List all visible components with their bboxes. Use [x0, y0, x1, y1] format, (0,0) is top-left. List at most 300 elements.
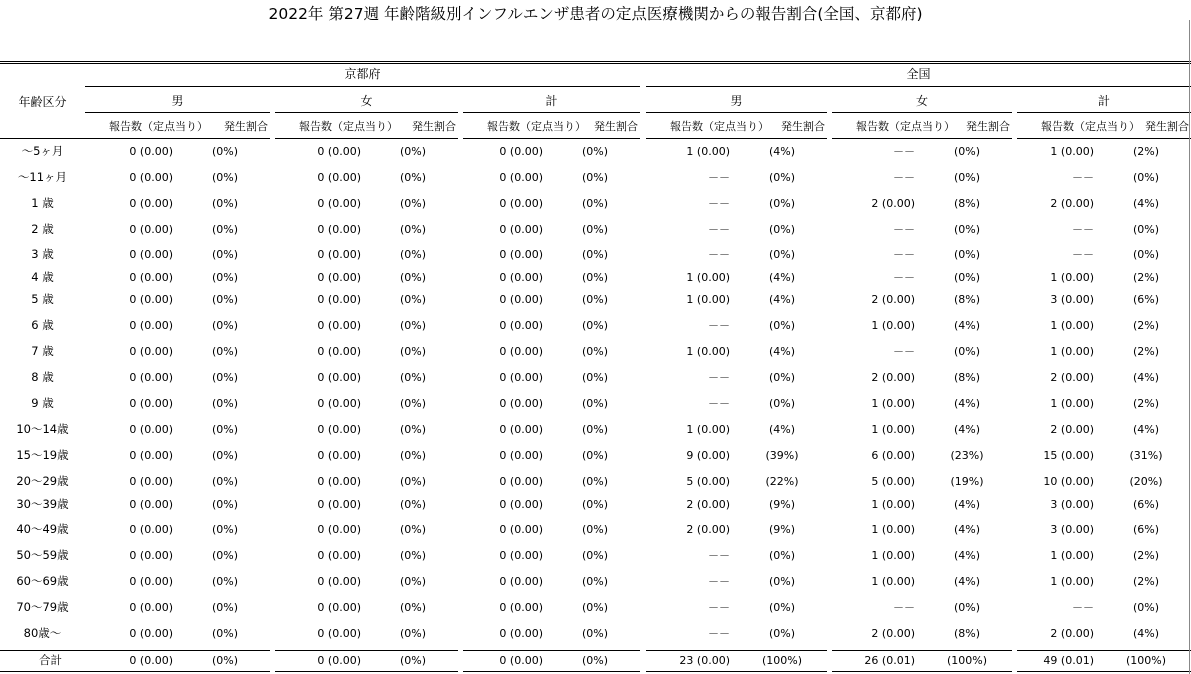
pct-cell: (4%): [953, 498, 981, 511]
pct-cell: (0%): [399, 171, 427, 184]
pct-cell: (0%): [399, 319, 427, 332]
pct-cell: (0%): [581, 549, 609, 562]
age-label: ～11ヶ月: [17, 170, 68, 184]
count-cell: 1 (0.00): [871, 319, 915, 332]
count-cell: 2 (0.00): [871, 197, 915, 210]
count-cell: －－: [708, 549, 730, 562]
pct-cell: (0%): [399, 423, 427, 436]
pct-cell: (0%): [953, 145, 981, 158]
pct-cell: (100%): [1125, 654, 1167, 667]
count-cell: 0 (0.00): [129, 475, 173, 488]
pct-cell: (4%): [953, 319, 981, 332]
pct-cell: (0%): [581, 575, 609, 588]
pct-cell: (0%): [211, 197, 239, 210]
pct-cell: (4%): [1132, 423, 1160, 436]
pct-cell: (0%): [581, 498, 609, 511]
pct-cell: (2%): [1132, 271, 1160, 284]
pct-cell: (0%): [211, 271, 239, 284]
pct-cell: (4%): [768, 345, 796, 358]
pct-cell: (0%): [581, 423, 609, 436]
count-cell: 9 (0.00): [686, 449, 730, 462]
pct-cell: (31%): [1129, 449, 1163, 462]
pct-cell: (0%): [211, 449, 239, 462]
total-row-rule: [463, 650, 640, 651]
pct-cell: (20%): [1129, 475, 1163, 488]
age-label: 5 歳: [31, 292, 54, 306]
pct-cell: (0%): [211, 345, 239, 358]
count-cell: 2 (0.00): [1050, 371, 1094, 384]
age-label: 10～14歳: [16, 422, 69, 436]
pct-cell: (0%): [211, 223, 239, 236]
count-cell: 0 (0.00): [499, 371, 543, 384]
age-total-rule: [0, 650, 85, 651]
count-cell: 0 (0.00): [499, 397, 543, 410]
count-cell: 0 (0.00): [129, 248, 173, 261]
count-cell: 0 (0.00): [129, 197, 173, 210]
pct-cell: (0%): [1132, 223, 1160, 236]
pct-cell: (8%): [953, 627, 981, 640]
count-cell: 0 (0.00): [129, 423, 173, 436]
age-label: 2 歳: [31, 222, 54, 236]
subheader-count: 報告数（定点当り）: [856, 120, 955, 133]
count-cell: 0 (0.00): [499, 575, 543, 588]
count-cell: －－: [708, 371, 730, 384]
count-cell: 0 (0.00): [499, 197, 543, 210]
count-cell: －－: [1072, 248, 1094, 261]
count-cell: 0 (0.00): [499, 293, 543, 306]
count-cell: 0 (0.00): [499, 654, 543, 667]
subheader-pct: 発生割合: [594, 120, 638, 133]
count-cell: 0 (0.00): [129, 498, 173, 511]
count-cell: 0 (0.00): [499, 498, 543, 511]
count-cell: 0 (0.00): [317, 271, 361, 284]
pct-cell: (0%): [211, 654, 239, 667]
pct-cell: (0%): [768, 397, 796, 410]
pct-cell: (0%): [399, 271, 427, 284]
pct-cell: (0%): [211, 397, 239, 410]
pct-cell: (0%): [581, 271, 609, 284]
pct-cell: (2%): [1132, 575, 1160, 588]
count-cell: 0 (0.00): [129, 627, 173, 640]
pct-cell: (23%): [950, 449, 984, 462]
pct-cell: (0%): [211, 627, 239, 640]
count-cell: 1 (0.00): [1050, 271, 1094, 284]
count-cell: 1 (0.00): [1050, 575, 1094, 588]
count-cell: －－: [708, 223, 730, 236]
subheader-pct: 発生割合: [966, 120, 1010, 133]
pct-cell: (0%): [953, 601, 981, 614]
count-cell: －－: [708, 248, 730, 261]
pct-cell: (6%): [1132, 293, 1160, 306]
header-bottom-rule: [1017, 138, 1191, 139]
count-cell: 2 (0.00): [1050, 423, 1094, 436]
count-cell: 0 (0.00): [317, 601, 361, 614]
pct-cell: (100%): [761, 654, 803, 667]
region-rule-national: [646, 86, 1191, 87]
gender-rule-kyoto-total: [463, 112, 640, 113]
count-cell: 0 (0.00): [499, 171, 543, 184]
pct-cell: (0%): [581, 171, 609, 184]
count-cell: 0 (0.00): [129, 223, 173, 236]
table-top-rule: [0, 61, 1191, 62]
table-bottom-rule: [85, 671, 270, 672]
pct-cell: (0%): [581, 223, 609, 236]
count-cell: 2 (0.00): [1050, 197, 1094, 210]
count-cell: 0 (0.00): [317, 423, 361, 436]
count-cell: 0 (0.00): [129, 549, 173, 562]
count-cell: 1 (0.00): [686, 345, 730, 358]
age-label: 30～39歳: [16, 497, 69, 511]
count-cell: 0 (0.00): [499, 475, 543, 488]
pct-cell: (0%): [768, 223, 796, 236]
count-cell: 0 (0.00): [499, 423, 543, 436]
pct-cell: (22%): [765, 475, 799, 488]
subheader-pct: 発生割合: [1145, 120, 1189, 133]
count-cell: －－: [893, 271, 915, 284]
pct-cell: (0%): [953, 271, 981, 284]
count-cell: 0 (0.00): [499, 271, 543, 284]
count-cell: 1 (0.00): [871, 423, 915, 436]
row-header-age-group: 年齢区分: [18, 95, 67, 109]
pct-cell: (0%): [581, 601, 609, 614]
pct-cell: (8%): [953, 197, 981, 210]
count-cell: －－: [708, 319, 730, 332]
pct-cell: (0%): [399, 371, 427, 384]
subheader-pct: 発生割合: [412, 120, 456, 133]
region-header-kyoto: 京都府: [344, 67, 381, 81]
table-right-border: [1189, 20, 1190, 674]
pct-cell: (4%): [768, 271, 796, 284]
table-bottom-rule: [275, 671, 458, 672]
pct-cell: (0%): [211, 498, 239, 511]
count-cell: 0 (0.00): [317, 654, 361, 667]
count-cell: 0 (0.00): [317, 293, 361, 306]
subheader-count: 報告数（定点当り）: [109, 120, 208, 133]
count-cell: 1 (0.00): [871, 397, 915, 410]
pct-cell: (0%): [1132, 601, 1160, 614]
gender-header-kyoto-male: 男: [171, 94, 184, 108]
count-cell: 0 (0.00): [317, 575, 361, 588]
pct-cell: (0%): [399, 223, 427, 236]
age-label: 40～49歳: [16, 522, 69, 536]
pct-cell: (0%): [953, 345, 981, 358]
pct-cell: (0%): [768, 371, 796, 384]
age-label: 合計: [39, 653, 62, 667]
count-cell: －－: [1072, 223, 1094, 236]
age-label: 8 歳: [31, 370, 54, 384]
pct-cell: (0%): [581, 449, 609, 462]
pct-cell: (0%): [581, 197, 609, 210]
pct-cell: (0%): [211, 575, 239, 588]
count-cell: 0 (0.00): [129, 171, 173, 184]
gender-rule-kyoto-female: [275, 112, 458, 113]
gender-rule-national-female: [832, 112, 1012, 113]
count-cell: 1 (0.00): [686, 293, 730, 306]
pct-cell: (9%): [768, 498, 796, 511]
count-cell: 0 (0.00): [317, 498, 361, 511]
total-row-rule: [1017, 650, 1191, 651]
pct-cell: (0%): [953, 248, 981, 261]
pct-cell: (0%): [768, 627, 796, 640]
count-cell: 49 (0.01): [1043, 654, 1094, 667]
pct-cell: (0%): [211, 549, 239, 562]
gender-header-national-total: 計: [1097, 94, 1110, 108]
count-cell: －－: [893, 171, 915, 184]
pct-cell: (0%): [399, 475, 427, 488]
pct-cell: (0%): [581, 248, 609, 261]
age-label: ～5ヶ月: [21, 144, 64, 158]
count-cell: 0 (0.00): [129, 145, 173, 158]
count-cell: 1 (0.00): [1050, 145, 1094, 158]
pct-cell: (0%): [581, 145, 609, 158]
count-cell: －－: [708, 197, 730, 210]
gender-header-kyoto-total: 計: [545, 94, 558, 108]
pct-cell: (4%): [953, 423, 981, 436]
pct-cell: (0%): [211, 171, 239, 184]
pct-cell: (0%): [211, 293, 239, 306]
age-bottom-rule: [0, 671, 85, 672]
pct-cell: (2%): [1132, 145, 1160, 158]
pct-cell: (4%): [768, 293, 796, 306]
count-cell: 0 (0.00): [499, 601, 543, 614]
pct-cell: (4%): [953, 549, 981, 562]
count-cell: 0 (0.00): [317, 523, 361, 536]
count-cell: 0 (0.00): [499, 145, 543, 158]
pct-cell: (19%): [950, 475, 984, 488]
count-cell: 1 (0.00): [686, 423, 730, 436]
pct-cell: (2%): [1132, 345, 1160, 358]
pct-cell: (0%): [211, 371, 239, 384]
count-cell: 1 (0.00): [871, 498, 915, 511]
pct-cell: (4%): [953, 575, 981, 588]
pct-cell: (0%): [399, 627, 427, 640]
subheader-pct: 発生割合: [781, 120, 825, 133]
pct-cell: (0%): [399, 397, 427, 410]
pct-cell: (4%): [953, 397, 981, 410]
count-cell: 5 (0.00): [686, 475, 730, 488]
count-cell: 0 (0.00): [129, 371, 173, 384]
pct-cell: (0%): [211, 423, 239, 436]
header-bottom-rule: [463, 138, 640, 139]
count-cell: 5 (0.00): [871, 475, 915, 488]
count-cell: 0 (0.00): [317, 371, 361, 384]
count-cell: －－: [708, 171, 730, 184]
pct-cell: (0%): [581, 319, 609, 332]
total-row-rule: [275, 650, 458, 651]
count-cell: 0 (0.00): [499, 627, 543, 640]
region-rule-kyoto: [85, 86, 640, 87]
pct-cell: (0%): [953, 223, 981, 236]
pct-cell: (0%): [581, 654, 609, 667]
count-cell: 0 (0.00): [317, 319, 361, 332]
count-cell: 1 (0.00): [1050, 345, 1094, 358]
pct-cell: (4%): [768, 145, 796, 158]
count-cell: 0 (0.00): [129, 293, 173, 306]
count-cell: 26 (0.01): [864, 654, 915, 667]
count-cell: 0 (0.00): [129, 523, 173, 536]
age-label: 9 歳: [31, 396, 54, 410]
pct-cell: (0%): [399, 248, 427, 261]
count-cell: 0 (0.00): [317, 345, 361, 358]
count-cell: 1 (0.00): [1050, 549, 1094, 562]
pct-cell: (0%): [399, 449, 427, 462]
pct-cell: (0%): [581, 293, 609, 306]
age-label: 3 歳: [31, 247, 54, 261]
total-row-rule: [832, 650, 1012, 651]
pct-cell: (0%): [211, 601, 239, 614]
header-bottom-rule: [85, 138, 270, 139]
count-cell: 0 (0.00): [317, 475, 361, 488]
pct-cell: (0%): [399, 197, 427, 210]
count-cell: 3 (0.00): [1050, 293, 1094, 306]
table-bottom-rule: [832, 671, 1012, 672]
count-cell: 3 (0.00): [1050, 498, 1094, 511]
pct-cell: (2%): [1132, 319, 1160, 332]
count-cell: 2 (0.00): [871, 293, 915, 306]
pct-cell: (6%): [1132, 498, 1160, 511]
count-cell: 0 (0.00): [129, 654, 173, 667]
count-cell: 6 (0.00): [871, 449, 915, 462]
count-cell: 0 (0.00): [129, 271, 173, 284]
count-cell: －－: [893, 601, 915, 614]
age-label: 70～79歳: [16, 600, 69, 614]
count-cell: 2 (0.00): [686, 523, 730, 536]
age-label: 4 歳: [31, 270, 54, 284]
pct-cell: (0%): [211, 319, 239, 332]
count-cell: 1 (0.00): [1050, 319, 1094, 332]
count-cell: －－: [893, 145, 915, 158]
pct-cell: (4%): [1132, 627, 1160, 640]
count-cell: 0 (0.00): [129, 397, 173, 410]
pct-cell: (9%): [768, 523, 796, 536]
subheader-count: 報告数（定点当り）: [487, 120, 586, 133]
pct-cell: (0%): [581, 627, 609, 640]
age-label: 6 歳: [31, 318, 54, 332]
pct-cell: (100%): [946, 654, 988, 667]
count-cell: 2 (0.00): [871, 371, 915, 384]
age-label: 20～29歳: [16, 474, 69, 488]
count-cell: 0 (0.00): [317, 145, 361, 158]
count-cell: －－: [893, 223, 915, 236]
count-cell: 0 (0.00): [317, 171, 361, 184]
pct-cell: (4%): [768, 423, 796, 436]
count-cell: 0 (0.00): [499, 223, 543, 236]
pct-cell: (0%): [399, 549, 427, 562]
pct-cell: (2%): [1132, 397, 1160, 410]
pct-cell: (0%): [211, 523, 239, 536]
pct-cell: (0%): [581, 397, 609, 410]
count-cell: 0 (0.00): [317, 197, 361, 210]
count-cell: 0 (0.00): [317, 549, 361, 562]
count-cell: 0 (0.00): [129, 575, 173, 588]
pct-cell: (4%): [953, 523, 981, 536]
age-label: 60～69歳: [16, 574, 69, 588]
table-bottom-rule: [463, 671, 640, 672]
gender-rule-national-male: [646, 112, 827, 113]
count-cell: 3 (0.00): [1050, 523, 1094, 536]
gender-rule-national-total: [1017, 112, 1191, 113]
table-bottom-rule: [1017, 671, 1191, 672]
age-header-bottom-rule: [0, 138, 85, 139]
count-cell: 1 (0.00): [686, 271, 730, 284]
total-row-rule: [646, 650, 827, 651]
page-title: 2022年 第27週 年齢階級別インフルエンザ患者の定点医療機関からの報告割合(全国、京都府): [268, 5, 923, 23]
pct-cell: (0%): [399, 345, 427, 358]
count-cell: 1 (0.00): [871, 575, 915, 588]
pct-cell: (0%): [1132, 248, 1160, 261]
count-cell: 0 (0.00): [317, 397, 361, 410]
pct-cell: (2%): [1132, 549, 1160, 562]
count-cell: －－: [1072, 171, 1094, 184]
age-label: 15～19歳: [16, 448, 69, 462]
count-cell: －－: [893, 248, 915, 261]
pct-cell: (0%): [211, 145, 239, 158]
count-cell: 0 (0.00): [499, 449, 543, 462]
pct-cell: (0%): [399, 145, 427, 158]
header-bottom-rule: [832, 138, 1012, 139]
pct-cell: (0%): [768, 601, 796, 614]
count-cell: 0 (0.00): [499, 549, 543, 562]
count-cell: 10 (0.00): [1043, 475, 1094, 488]
gender-header-national-male: 男: [730, 94, 743, 108]
pct-cell: (0%): [768, 549, 796, 562]
pct-cell: (0%): [768, 197, 796, 210]
count-cell: 0 (0.00): [499, 345, 543, 358]
count-cell: 1 (0.00): [686, 145, 730, 158]
pct-cell: (0%): [768, 319, 796, 332]
count-cell: 2 (0.00): [871, 627, 915, 640]
count-cell: 0 (0.00): [129, 319, 173, 332]
pct-cell: (39%): [765, 449, 799, 462]
count-cell: －－: [708, 601, 730, 614]
age-label: 7 歳: [31, 344, 54, 358]
count-cell: －－: [708, 627, 730, 640]
age-label: 50～59歳: [16, 548, 69, 562]
table-bottom-rule: [646, 671, 827, 672]
count-cell: 1 (0.00): [871, 549, 915, 562]
pct-cell: (0%): [399, 523, 427, 536]
pct-cell: (0%): [399, 498, 427, 511]
pct-cell: (0%): [768, 248, 796, 261]
count-cell: －－: [708, 575, 730, 588]
count-cell: 23 (0.00): [679, 654, 730, 667]
count-cell: 0 (0.00): [317, 248, 361, 261]
count-cell: 0 (0.00): [129, 449, 173, 462]
table-top-rule-2: [0, 63, 1191, 64]
count-cell: 0 (0.00): [317, 449, 361, 462]
header-bottom-rule: [646, 138, 827, 139]
pct-cell: (0%): [399, 293, 427, 306]
pct-cell: (0%): [1132, 171, 1160, 184]
pct-cell: (0%): [768, 171, 796, 184]
count-cell: 0 (0.00): [317, 627, 361, 640]
count-cell: 2 (0.00): [686, 498, 730, 511]
count-cell: 1 (0.00): [1050, 397, 1094, 410]
gender-header-national-female: 女: [915, 94, 928, 108]
count-cell: 0 (0.00): [499, 248, 543, 261]
pct-cell: (0%): [581, 523, 609, 536]
subheader-count: 報告数（定点当り）: [670, 120, 769, 133]
gender-header-kyoto-female: 女: [360, 94, 373, 108]
pct-cell: (8%): [953, 293, 981, 306]
pct-cell: (0%): [581, 371, 609, 384]
count-cell: 0 (0.00): [129, 601, 173, 614]
count-cell: 15 (0.00): [1043, 449, 1094, 462]
pct-cell: (0%): [581, 475, 609, 488]
region-header-national: 全国: [906, 67, 931, 81]
pct-cell: (0%): [399, 575, 427, 588]
pct-cell: (8%): [953, 371, 981, 384]
